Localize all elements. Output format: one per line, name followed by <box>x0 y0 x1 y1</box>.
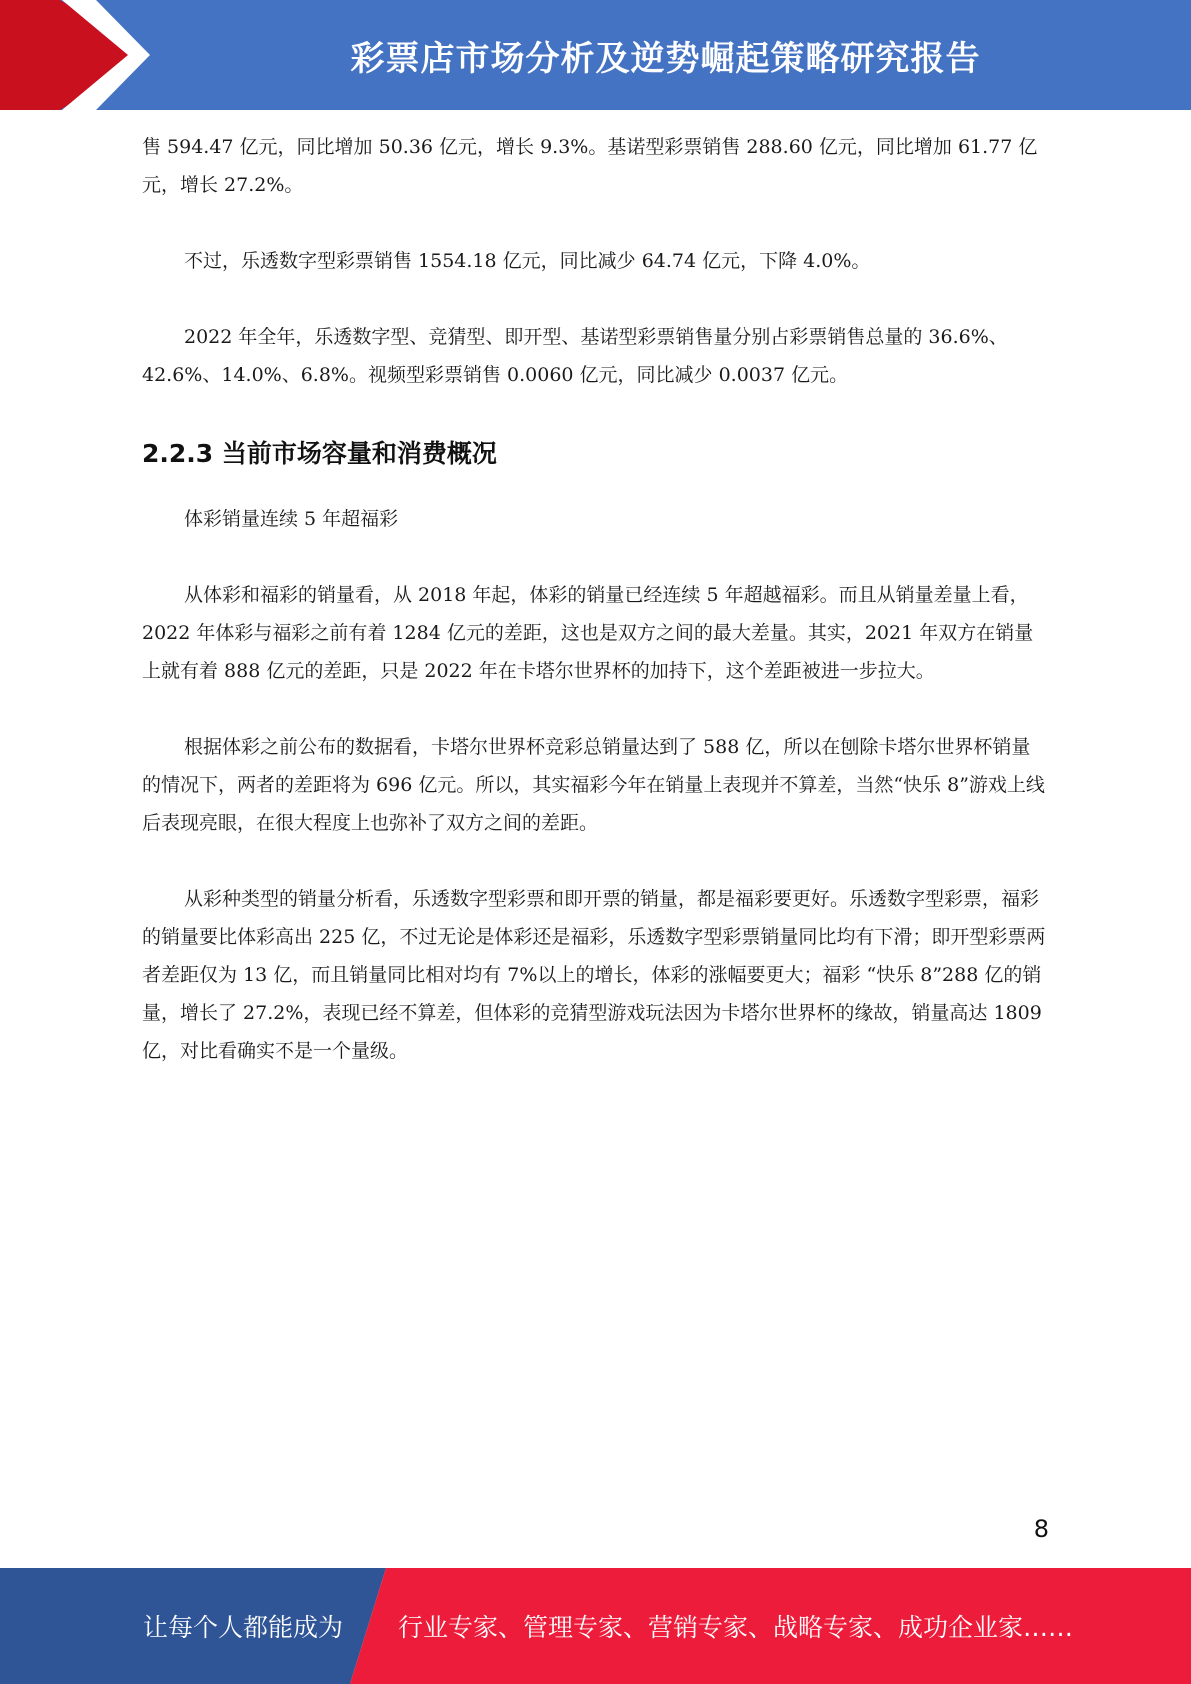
header-title: 彩票店市场分析及逆势崛起策略研究报告 <box>350 38 981 79</box>
paragraph-subtitle: 体彩销量连续 5 年超福彩 <box>184 508 399 530</box>
footer-slogan-right: 行业专家、管理专家、营销专家、战略专家、成功企业家…… <box>398 1613 1074 1642</box>
paragraph-category-analysis: 从彩种类型的销量分析看，乐透数字型彩票和即开票的销量，都是福彩要更好。乐透数字型彩票，福彩的销量要比体彩高出 225 亿，不过无论是体彩还是福彩，乐透数字型彩票销量同比均有下滑；即开型彩票两者差距仅为 13 亿，而且销量同比相对均有 7%以上的增长，体彩的涨幅要更大；福彩 “快乐 8”288 亿的销量，增长了 27.2%，表现已经不算差，但体彩的竞猜型游戏玩法因为卡塔尔世界杯的缘故，销量高达 1809 亿，对比看确实不是一个量级。 <box>142 888 1046 1062</box>
paragraph-sales-share: 2022 年全年，乐透数字型、竞猜型、即开型、基诺型彩票销售量分别占彩票销售总量的 36.6%、42.6%、14.0%、6.8%。视频型彩票销售 0.0060 亿元，同比减少 0.0037 亿元。 <box>142 326 1008 386</box>
page-footer <box>0 1568 1191 1684</box>
document-body <box>142 128 1047 1070</box>
section-heading: 2.2.3 当前市场容量和消费概况 <box>142 439 497 468</box>
footer-slogan-left: 让每个人都能成为 <box>143 1613 344 1642</box>
paragraph-sales-comparison: 从体彩和福彩的销量看，从 2018 年起，体彩的销量已经连续 5 年超越福彩。而且从销量差量上看，2022 年体彩与福彩之前有着 1284 亿元的差距，这也是双方之间的最大差量。其实，2021 年双方在销量上就有着 888 亿元的差距，只是 2022 年在卡塔尔世界杯的加持下，这个差距被进一步拉大。 <box>142 584 1034 682</box>
paragraph-world-cup: 根据体彩之前公布的数据看，卡塔尔世界杯竞彩总销量达到了 588 亿，所以在刨除卡塔尔世界杯销量的情况下，两者的差距将为 696 亿元。所以，其实福彩今年在销量上表现并不算差，当然“快乐 8”游戏上线后表现亮眼，在很大程度上也弥补了双方之间的差距。 <box>142 736 1045 834</box>
paragraph-sales-continued: 售 594.47 亿元，同比增加 50.36 亿元，增长 9.3%。基诺型彩票销售 288.60 亿元，同比增加 61.77 亿元，增长 27.2%。 <box>142 136 1038 196</box>
page-header <box>0 0 1191 110</box>
paragraph-lotto-decline: 不过，乐透数字型彩票销售 1554.18 亿元，同比减少 64.74 亿元，下降 4.0%。 <box>184 250 871 272</box>
page-number: 8 <box>1033 1515 1049 1543</box>
